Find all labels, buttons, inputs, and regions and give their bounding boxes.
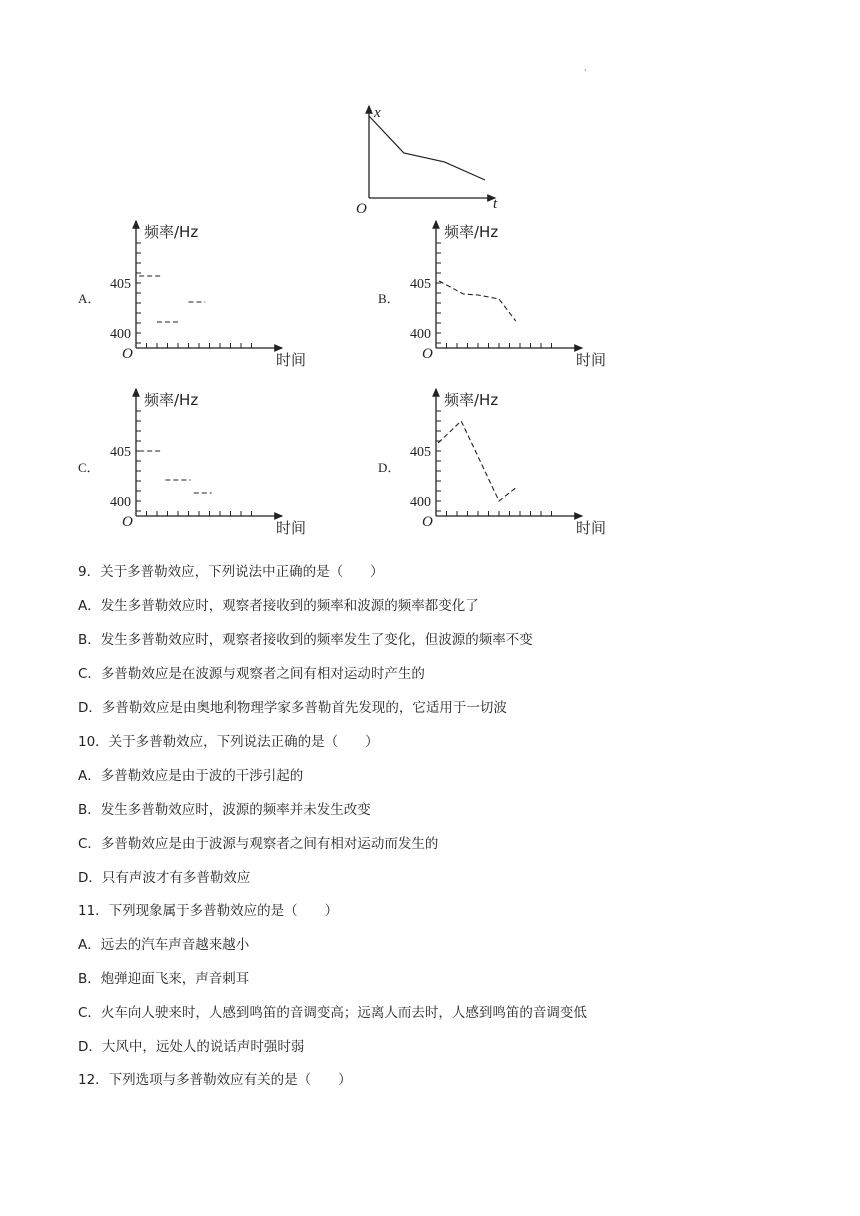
question-10-option-a: A．多普勒效应是由于波的干涉引起的	[78, 768, 304, 784]
question-10-option-c: C．多普勒效应是由于波源与观察者之间有相对运动而发生的	[78, 836, 439, 852]
freq-d-tick-400: 400	[410, 495, 431, 510]
option-label-c: C．	[78, 460, 100, 475]
question-9-option-b: B．发生多普勒效应时，观察者接收到的频率发生了变化，但波源的频率不变	[78, 632, 533, 648]
question-11-option-d: D．大风中，远处人的说话声时强时弱	[78, 1039, 305, 1055]
freq-c-y-label: 频率/Hz	[144, 391, 199, 409]
question-11-stem: 11．下列现象属于多普勒效应的是（ ）	[78, 903, 339, 919]
freq-b-y-label: 频率/Hz	[444, 223, 499, 241]
question-12-stem: 12．下列选项与多普勒效应有关的是（ ）	[78, 1072, 352, 1088]
freq-graph-d	[400, 383, 630, 543]
question-11-option-a: A．远去的汽车声音越来越小	[78, 937, 250, 953]
freq-graph-a	[100, 215, 330, 375]
freq-graph-c	[100, 383, 330, 543]
question-9-option-a: A．发生多普勒效应时，观察者接收到的频率和波源的频率都变化了	[78, 598, 479, 614]
xt-origin: O	[356, 201, 367, 217]
freq-b-origin: O	[422, 346, 433, 362]
freq-d-origin: O	[422, 514, 433, 530]
freq-a-tick-405: 405	[110, 277, 131, 292]
freq-graph-b	[400, 215, 630, 375]
xt-y-label: x	[374, 105, 381, 121]
freq-c-origin: O	[122, 514, 133, 530]
freq-d-y-label: 频率/Hz	[444, 391, 499, 409]
freq-a-y-label: 频率/Hz	[144, 223, 199, 241]
question-9-option-c: C．多普勒效应是在波源与观察者之间有相对运动时产生的	[78, 666, 425, 682]
freq-a-tick-400: 400	[110, 327, 131, 342]
freq-b-curve	[439, 281, 516, 321]
option-label-a: A．	[78, 291, 101, 306]
freq-c-x-label: 时间	[276, 519, 307, 537]
question-9-stem: 9．关于多普勒效应，下列说法中正确的是（ ）	[78, 564, 384, 580]
question-11-option-b: B．炮弹迎面飞来，声音刺耳	[78, 971, 250, 987]
freq-d-tick-405: 405	[410, 445, 431, 460]
freq-b-tick-400: 400	[410, 327, 431, 342]
question-10-stem: 10．关于多普勒效应，下列说法正确的是（ ）	[78, 734, 379, 750]
freq-b-x-label: 时间	[576, 351, 607, 369]
option-label-b: B．	[378, 291, 400, 306]
question-9-option-d: D．多普勒效应是由奥地利物理学家多普勒首先发现的，它适用于一切波	[78, 700, 507, 716]
freq-a-origin: O	[122, 346, 133, 362]
xt-graph	[350, 100, 510, 220]
stray-dot: ·	[584, 66, 587, 75]
question-11-option-c: C．火车向人驶来时，人感到鸣笛的音调变高；远离人而去时，人感到鸣笛的音调变低	[78, 1005, 587, 1021]
freq-c-tick-400: 400	[110, 495, 131, 510]
freq-c-tick-405: 405	[110, 445, 131, 460]
freq-d-curve	[438, 421, 517, 501]
freq-a-x-label: 时间	[276, 351, 307, 369]
freq-d-x-label: 时间	[576, 519, 607, 537]
question-10-option-b: B．发生多普勒效应时，波源的频率并未发生改变	[78, 802, 371, 818]
xt-x-label: t	[493, 196, 498, 212]
xt-curve	[369, 116, 485, 180]
question-10-option-d: D．只有声波才有多普勒效应	[78, 870, 251, 886]
freq-b-tick-405: 405	[410, 277, 431, 292]
option-label-d: D．	[378, 460, 401, 475]
